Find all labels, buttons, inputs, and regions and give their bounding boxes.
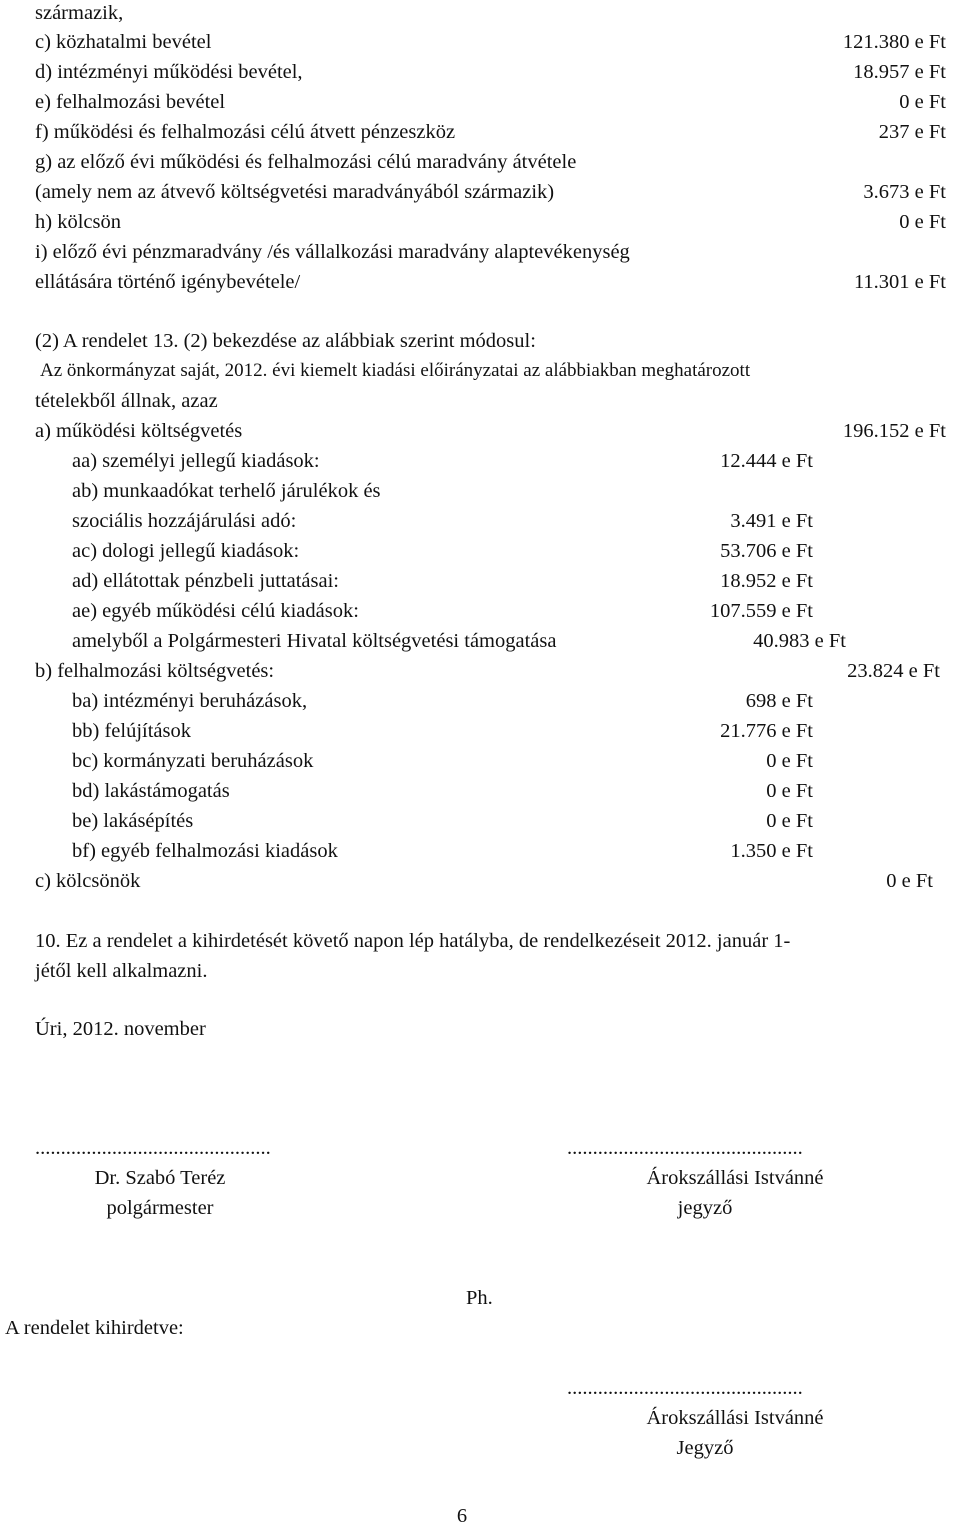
income-e-label: e) felhalmozási bevétel bbox=[35, 91, 226, 113]
expense-ab-line2: szociális hozzájárulási adó: bbox=[72, 510, 297, 532]
expense-bf-amount: 1.350 e Ft bbox=[730, 840, 813, 862]
income-g-amount: 3.673 e Ft bbox=[863, 181, 946, 203]
income-g-line2: (amely nem az átvevő költségvetési maradványából származik) bbox=[35, 181, 555, 203]
signature-right-title: jegyző bbox=[677, 1197, 733, 1219]
income-c-amount: 121.380 e Ft bbox=[842, 31, 946, 53]
signature-right-dots: .............................................. bbox=[567, 1137, 803, 1159]
section10-line2: jétől kell alkalmazni. bbox=[35, 960, 208, 982]
expense-c-label: c) kölcsönök bbox=[35, 870, 141, 892]
income-intro: származik, bbox=[35, 2, 124, 24]
expense-b-amount: 23.824 e Ft bbox=[847, 660, 940, 682]
expense-ab-line1: ab) munkaadókat terhelő járulékok és bbox=[72, 480, 381, 502]
stamp-label: Ph. bbox=[466, 1287, 493, 1309]
section10-line1: 10. Ez a rendelet a kihirdetését követő napon lép hatályba, de rendelkezéseit 2012. január 1- bbox=[35, 930, 791, 952]
expense-be-amount: 0 e Ft bbox=[766, 810, 813, 832]
income-i-line2: ellátására történő igénybevétele/ bbox=[35, 271, 301, 293]
expense-ac-amount: 53.706 e Ft bbox=[720, 540, 813, 562]
expense-ad-label: ad) ellátottak pénzbeli juttatásai: bbox=[72, 570, 339, 592]
income-e-amount: 0 e Ft bbox=[899, 91, 946, 113]
income-d-label: d) intézményi működési bevétel, bbox=[35, 61, 303, 83]
expense-ph-amount: 40.983 e Ft bbox=[753, 630, 846, 652]
income-h-label: h) kölcsön bbox=[35, 211, 121, 233]
expense-ae-amount: 107.559 e Ft bbox=[709, 600, 813, 622]
expense-ph-label: amelyből a Polgármesteri Hivatal költségvetési támogatása bbox=[72, 630, 557, 652]
expense-bb-label: bb) felújítások bbox=[72, 720, 191, 742]
expense-ad-amount: 18.952 e Ft bbox=[720, 570, 813, 592]
section2-para-line1: Az önkormányzat saját, 2012. évi kiemelt kiadási előirányzatai az alábbiakban meghatározott bbox=[40, 360, 751, 381]
expense-ba-label: ba) intézményi beruházások, bbox=[72, 690, 308, 712]
promulgated-label: A rendelet kihirdetve: bbox=[5, 1317, 184, 1339]
signature-right-name: Árokszállási Istvánné bbox=[646, 1167, 824, 1189]
expense-bd-label: bd) lakástámogatás bbox=[72, 780, 230, 802]
section2-heading: (2) A rendelet 13. (2) bekezdése az alábbiak szerint módosul: bbox=[35, 330, 536, 352]
signature-left-dots: .............................................. bbox=[35, 1137, 271, 1159]
expense-bf-label: bf) egyéb felhalmozási kiadások bbox=[72, 840, 338, 862]
expense-bc-amount: 0 e Ft bbox=[766, 750, 813, 772]
income-c-label: c) közhatalmi bevétel bbox=[35, 31, 212, 53]
income-i-amount: 11.301 e Ft bbox=[853, 271, 946, 293]
income-g-line1: g) az előző évi működési és felhalmozási célú maradvány átvétele bbox=[35, 151, 577, 173]
expense-bd-amount: 0 e Ft bbox=[766, 780, 813, 802]
page-number: 6 bbox=[456, 1505, 468, 1527]
section2-para-line2: tételekből állnak, azaz bbox=[35, 390, 218, 412]
bottom-signature-title: Jegyző bbox=[676, 1437, 734, 1459]
expense-ae-label: ae) egyéb működési célú kiadások: bbox=[72, 600, 359, 622]
expense-b-label: b) felhalmozási költségvetés: bbox=[35, 660, 275, 682]
expense-ba-amount: 698 e Ft bbox=[745, 690, 813, 712]
income-f-amount: 237 e Ft bbox=[878, 121, 946, 143]
income-i-line1: i) előző évi pénzmaradvány /és vállalkozási maradvány alaptevékenység bbox=[35, 241, 630, 263]
bottom-signature-name: Árokszállási Istvánné bbox=[646, 1407, 824, 1429]
signature-left-title: polgármester bbox=[106, 1197, 214, 1219]
expense-a-label: a) működési költségvetés bbox=[35, 420, 243, 442]
expense-bc-label: bc) kormányzati beruházások bbox=[72, 750, 314, 772]
place-date: Úri, 2012. november bbox=[35, 1018, 206, 1040]
expense-c-amount: 0 e Ft bbox=[886, 870, 933, 892]
expense-ac-label: ac) dologi jellegű kiadások: bbox=[72, 540, 300, 562]
expense-aa-amount: 12.444 e Ft bbox=[720, 450, 813, 472]
signature-left-name: Dr. Szabó Teréz bbox=[94, 1167, 226, 1189]
expense-be-label: be) lakásépítés bbox=[72, 810, 194, 832]
bottom-signature-dots: .............................................. bbox=[567, 1377, 803, 1399]
income-f-label: f) működési és felhalmozási célú átvett pénzeszköz bbox=[35, 121, 456, 143]
expense-bb-amount: 21.776 e Ft bbox=[720, 720, 813, 742]
expense-a-amount: 196.152 e Ft bbox=[842, 420, 946, 442]
expense-aa-label: aa) személyi jellegű kiadások: bbox=[72, 450, 320, 472]
income-d-amount: 18.957 e Ft bbox=[853, 61, 946, 83]
income-h-amount: 0 e Ft bbox=[899, 211, 946, 233]
expense-ab-amount: 3.491 e Ft bbox=[730, 510, 813, 532]
